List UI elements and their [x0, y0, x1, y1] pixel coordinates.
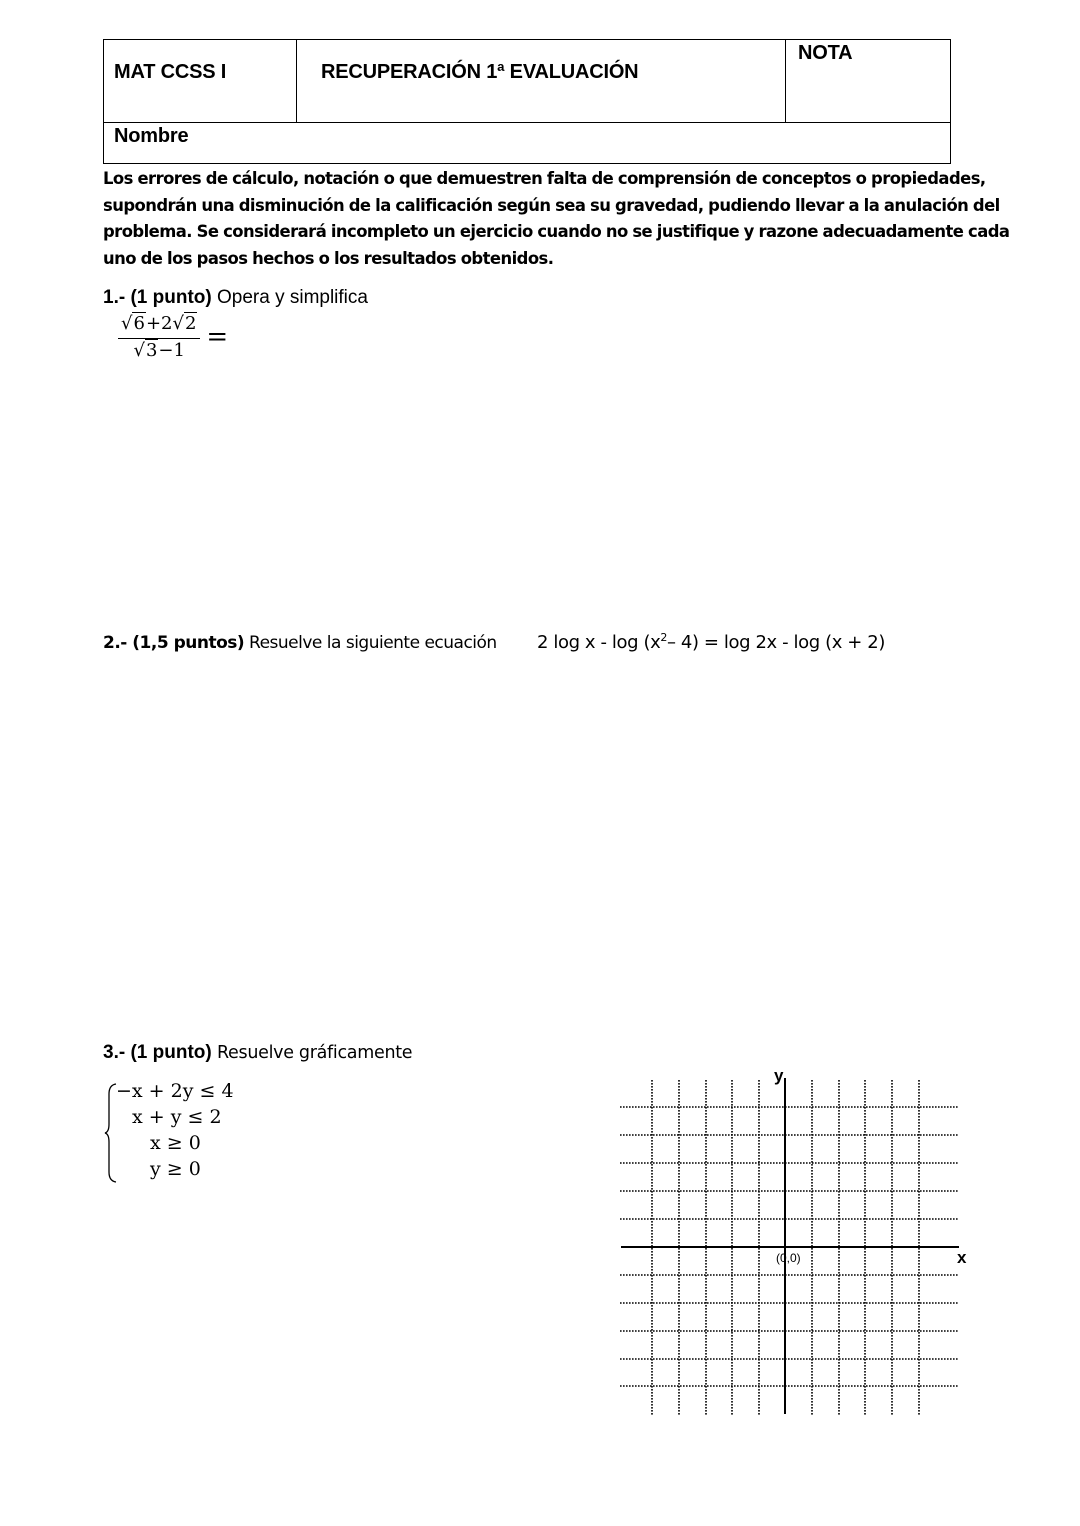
question-1-expression [118, 312, 228, 362]
equals-sign: = [206, 322, 229, 352]
question-2-equation [537, 631, 885, 653]
sqrt-6: √6 [121, 313, 145, 334]
grid-vertical-lines [652, 1080, 919, 1416]
question-2-title [103, 633, 497, 653]
equation-exponent: 2 [660, 631, 667, 644]
inequality-3: x ≥ 0 [150, 1132, 201, 1154]
sqrt-icon: √ [172, 313, 184, 334]
question-1-number: 1.- (1 punto) [103, 287, 212, 308]
numerator-plus-two: +2 [145, 313, 173, 334]
name-label: Nombre [114, 125, 189, 147]
grade-label: NOTA [798, 42, 853, 64]
equation-left: 2 log x - log (x [537, 632, 661, 653]
fraction [118, 312, 200, 362]
question-2-prompt: Resuelve la siguiente ecuación [244, 633, 497, 653]
equation-right: – 4) = log 2x - log (x + 2) [666, 632, 885, 653]
inequality-system [104, 1080, 254, 1185]
question-1-prompt: Opera y simplifica [211, 287, 368, 308]
fraction-numerator [118, 312, 200, 339]
header-column-divider-1 [296, 39, 297, 123]
sqrt-2: √2 [172, 313, 197, 334]
sqrt-3: √3 [133, 340, 158, 361]
subject-label: MAT CCSS I [114, 61, 227, 83]
question-2-number: 2.- (1,5 puntos) [103, 633, 245, 653]
question-2-answer-area[interactable] [103, 670, 951, 1030]
sqrt-icon: √ [133, 340, 145, 361]
header-row-divider [103, 122, 951, 123]
name-field[interactable] [300, 125, 945, 161]
origin-label: (0,0) [776, 1251, 801, 1265]
grid-horizontal-lines [620, 1107, 958, 1386]
denominator-minus-one: −1 [158, 340, 185, 361]
question-3-number: 3.- (1 punto) [103, 1042, 212, 1063]
y-axis-label: y [774, 1066, 784, 1085]
question-1-title [103, 287, 368, 309]
inequality-1: −x + 2y ≤ 4 [116, 1080, 234, 1102]
fraction-denominator [133, 339, 184, 362]
header-column-divider-2 [785, 39, 786, 123]
sqrt-icon: √ [121, 313, 133, 334]
grade-field[interactable] [789, 64, 947, 118]
inequality-2: x + y ≤ 2 [132, 1106, 222, 1128]
question-3-title [103, 1042, 412, 1064]
question-1-answer-area[interactable] [103, 380, 951, 610]
question-3-prompt: Resuelve gráficamente [211, 1043, 413, 1063]
inequality-4: y ≥ 0 [150, 1158, 201, 1180]
exam-title: RECUPERACIÓN 1ª EVALUACIÓN [321, 61, 639, 83]
x-axis-label: x [957, 1248, 967, 1267]
instructions-text: Los errores de cálculo, notación o que demuestren falta de comprensión de conceptos o propiedades, supondrán una disminución de la calificación según sea su gravedad, pudiendo llevar a la anulación del problema. Se considerará incompleto un ejercicio cuando no se justifique y razone adecuadamente cada uno de los pasos hechos o los resultados obtenidos. [103, 169, 1010, 268]
